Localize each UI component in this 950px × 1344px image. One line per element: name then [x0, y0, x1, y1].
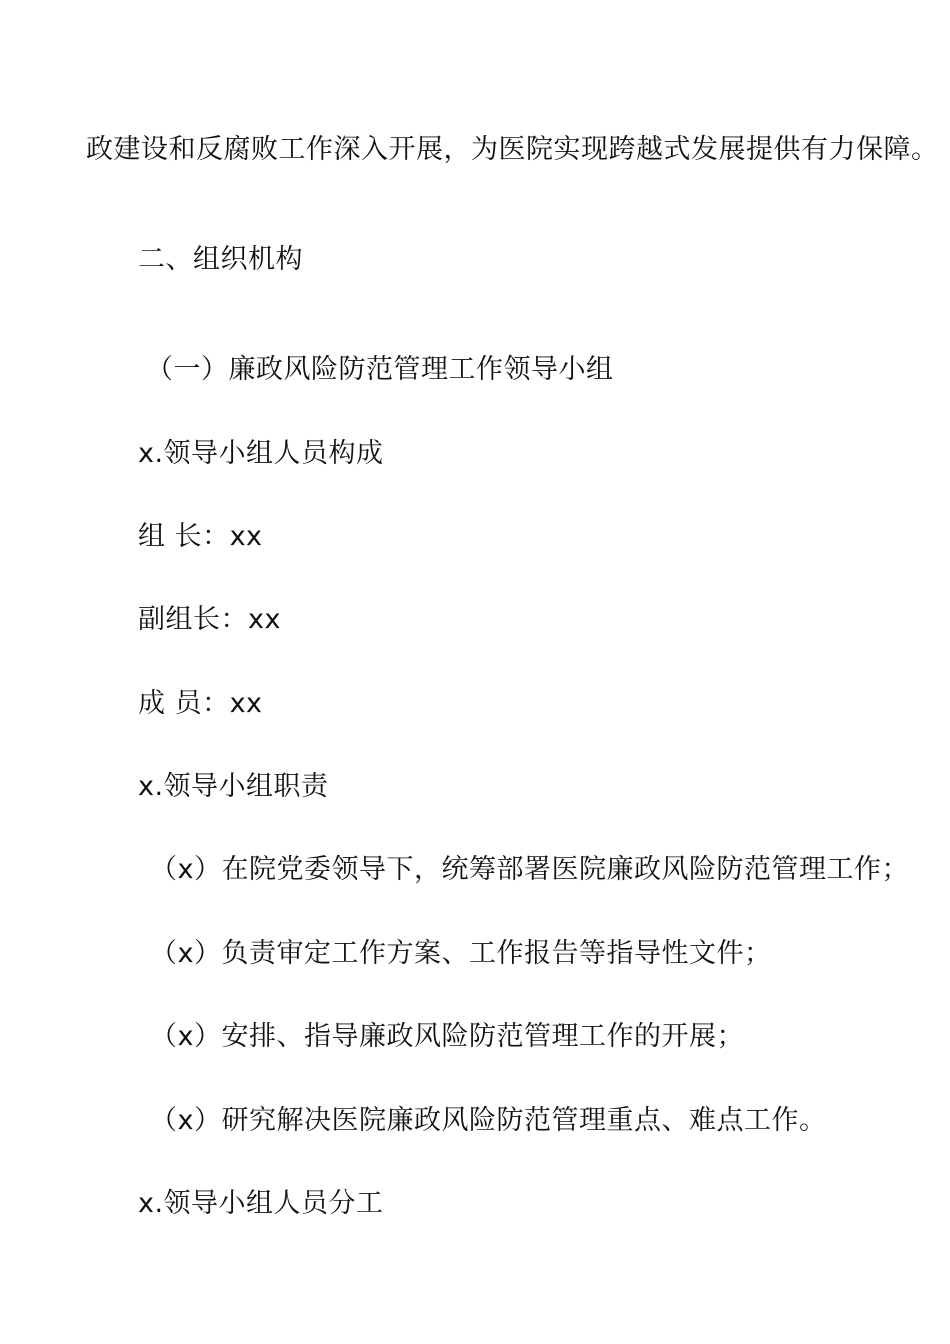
- member-leader: 组 长：xx: [138, 521, 263, 552]
- paragraph-continuation: 政建设和反腐败工作深入开展，为医院实现跨越式发展提供有力保障。: [86, 134, 939, 165]
- member-deputy-leader: 副组长：xx: [138, 604, 281, 635]
- duty-item: （x）研究解决医院廉政风险防范管理重点、难点工作。: [150, 1105, 827, 1136]
- item-heading-duties: x.领导小组职责: [138, 771, 329, 802]
- item-heading-division: x.领导小组人员分工: [138, 1188, 384, 1219]
- subsection-heading-leading-group: （一）廉政风险防范管理工作领导小组: [146, 354, 614, 385]
- duty-item: （x）负责审定工作方案、工作报告等指导性文件；: [150, 938, 772, 969]
- duty-item: （x）在院党委领导下，统筹部署医院廉政风险防范管理工作；: [150, 854, 909, 885]
- member-members: 成 员：xx: [138, 688, 263, 719]
- section-heading-organization: 二、组织机构: [138, 244, 303, 275]
- duty-item: （x）安排、指导廉政风险防范管理工作的开展；: [150, 1021, 744, 1052]
- item-heading-composition: x.领导小组人员构成: [138, 438, 384, 469]
